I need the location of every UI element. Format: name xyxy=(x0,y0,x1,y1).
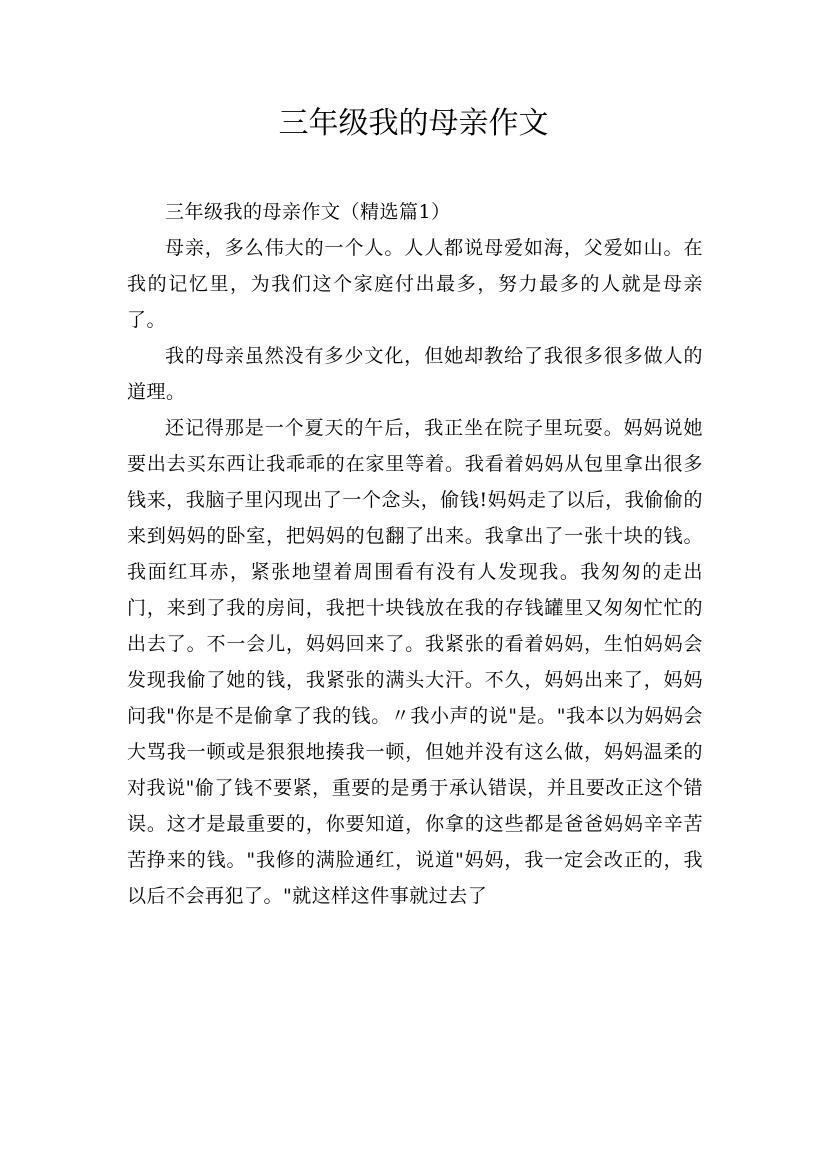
body-paragraph: 还记得那是一个夏天的午后，我正坐在院子里玩耍。妈妈说她要出去买东西让我乖乖的在家里等着。我看着妈妈从包里拿出很多钱来，我脑子里闪现出了一个念头，偷钱!妈妈走了以后，我偷偷的来到妈妈的卧室，把妈妈的包翻了出来。我拿出了一张十块的钱。我面红耳赤，紧张地望着周围看有没有人发现我。我匆匆的走出门，来到了我的房间，我把十块钱放在我的存钱罐里又匆匆忙忙的出去了。不一会儿，妈妈回来了。我紧张的看着妈妈，生怕妈妈会发现我偷了她的钱，我紧张的满头大汗。不久，妈妈出来了，妈妈问我"你是不是偷拿了我的钱。〃我小声的说"是。"我本以为妈妈会大骂我一顿或是狠狠地揍我一顿，但她并没有这么做，妈妈温柔的对我说"偷了钱不要紧，重要的是勇于承认错误，并且要改正这个错误。这才是最重要的，你要知道，你拿的这些都是爸爸妈妈辛辛苦苦挣来的钱。"我修的满脸通红，说道"妈妈，我一定会改正的，我以后不会再犯了。"就这样这件事就过去了 xyxy=(127,417,703,907)
body-paragraph: 母亲，多么伟大的一个人。人人都说母爱如海，父爱如山。在我的记忆里，为我们这个家庭付出最多，努力最多的人就是母亲了。 xyxy=(127,237,703,331)
section-heading: 三年级我的母亲作文（精选篇1） xyxy=(165,201,451,223)
body-paragraph: 我的母亲虽然没有多少文化，但她却教给了我很多很多做人的道理。 xyxy=(127,345,703,403)
document-title: 三年级我的母亲作文 xyxy=(278,106,549,141)
document-body xyxy=(127,194,703,914)
